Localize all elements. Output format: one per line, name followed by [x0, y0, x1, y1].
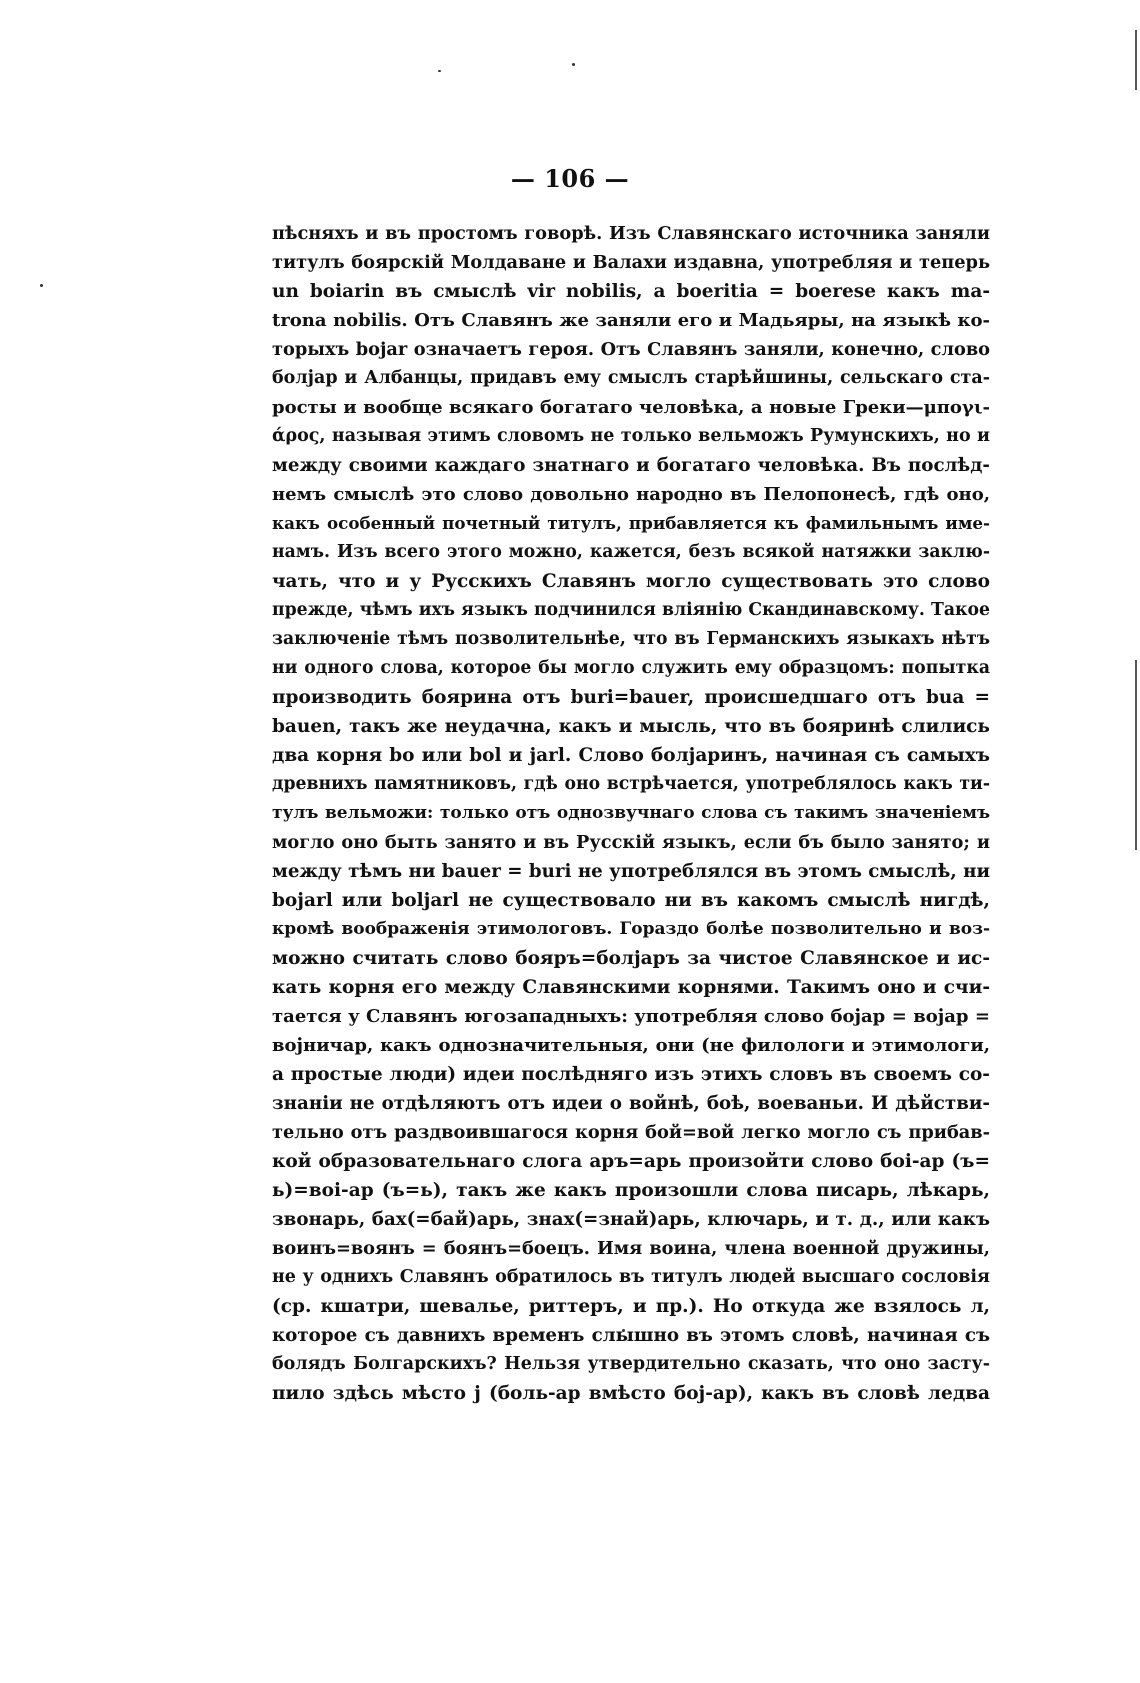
text-line: знаніи не отдѣляютъ отъ идеи о войнѣ, боѣ, воеваньи. И дѣйстви-	[272, 1093, 990, 1114]
text-line: могло оно быть занято и въ Русскій языкъ, если бъ было занято; и	[272, 832, 990, 853]
text-line: bauen, такъ же неудачна, какъ и мысль, что въ бояринѣ слились	[272, 716, 990, 737]
text-line: ь)=вoi-ар (ъ=ь), такъ же какъ произошли слова писарь, лѣкарь,	[272, 1180, 990, 1201]
text-line: bojarl или boljarl не существовало ни въ какомъ смыслѣ нигдѣ,	[272, 890, 990, 911]
text-line: немъ смыслѣ это слово довольно народно въ Пелопонесѣ, гдѣ оно,	[272, 484, 990, 505]
text-line: кой образовательнаго слога аръ=арь произойти слово бoi-ар (ъ=	[272, 1151, 990, 1172]
text-line: можно считать слово бояръ=болјаръ за чистое Славянское и ис-	[272, 948, 990, 969]
text-line: звонарь, бах(=бай)арь, знах(=знай)арь, ключарь, и т. д., или какъ	[272, 1209, 990, 1230]
text-line: воинъ=воянъ = боянъ=боецъ. Имя воина, члена военной дружины,	[272, 1238, 990, 1259]
text-line: војничар, какъ однозначительныя, они (не филологи и этимологи,	[272, 1035, 990, 1056]
text-line: намъ. Изъ всего этого можно, кажется, безъ всякой натяжки заклю-	[272, 542, 990, 562]
text-line: а простые люди) идеи послѣдняго изъ этихъ словъ въ своемъ со-	[272, 1064, 990, 1085]
page-number: — 106 —	[510, 164, 630, 193]
scan-speck	[572, 63, 575, 66]
text-line: trona nobilis. Отъ Славянъ же заняли его и Мадьяры, на языкѣ ко-	[272, 310, 990, 331]
text-line: между своими каждаго знатнаго и богатаго человѣка. Въ послѣд-	[272, 455, 990, 476]
text-line: древнихъ памятниковъ, гдѣ оно встрѣчается, употреблялось какъ ти-	[272, 774, 990, 794]
text-line: пѣсняхъ и въ простомъ говорѣ. Изъ Славянскаго источника заняли	[272, 223, 990, 244]
scan-speck	[40, 284, 43, 287]
scan-speck	[438, 70, 441, 72]
text-line: ни одного слова, которое бы могло служить ему образцомъ: попытка	[272, 658, 990, 678]
text-line: тельно отъ раздвоившагося корня бой=вой легко могло съ прибав-	[272, 1122, 990, 1143]
text-line: άρος, называя этимъ словомъ не только вельможъ Румунскихъ, но и	[272, 426, 990, 446]
text-line: болядъ Болгарскихъ? Нельзя утвердительно сказать, что оно засту-	[272, 1354, 990, 1374]
text-line: между тѣмъ ни bauer = buri не употреблялся въ этомъ смыслѣ, ни	[272, 861, 990, 882]
text-line: un boiarin въ смыслѣ vir nobilis, a boeritia = boerese какъ ma-	[272, 281, 990, 302]
text-line: кать корня его между Славянскими корнями. Такимъ оно и счи-	[272, 977, 990, 998]
text-line: заключеніе тѣмъ позволительнѣе, что въ Германскихъ языкахъ нѣтъ	[272, 629, 990, 649]
text-line: какъ особенный почетный титулъ, прибавляется къ фамильнымъ име-	[272, 513, 990, 533]
body-text	[272, 219, 990, 1408]
text-line: росты и вообще всякаго богатаго человѣка, а новые Греки—μπογι-	[272, 397, 990, 418]
text-line: кромѣ воображенія этимологовъ. Гораздо болѣе позволительно и воз-	[272, 919, 990, 939]
scan-margin-mark	[1135, 660, 1137, 850]
text-line: которое съ давнихъ временъ слышно въ этомъ словѣ, начиная съ	[272, 1325, 990, 1346]
text-line: производить боярина отъ buri=bauer, происшедшаго отъ bua =	[272, 687, 990, 708]
text-line: два корня bo или bol и jarl. Слово болјаринъ, начиная съ самыхъ	[272, 745, 990, 766]
scan-margin-mark	[1135, 30, 1137, 90]
text-line: прежде, чѣмъ ихъ языкъ подчинился вліянію Скандинавскому. Такое	[272, 600, 990, 620]
text-line: (ср. кшатри, шевалье, риттеръ, и пр.). Но откуда же взялось л,	[272, 1296, 990, 1317]
text-line: тается у Славянъ югозападныхъ: употребляя слово бојар = војар =	[272, 1006, 990, 1027]
text-line: пило здѣсь мѣсто j (боль-ар вмѣсто бoj-ар), какъ въ словѣ ледва	[272, 1383, 990, 1404]
text-line: титулъ боярскій Молдаване и Валахи издавна, употребляя и теперь	[272, 252, 990, 273]
text-line: торыхъ bojar означаетъ героя. Отъ Славянъ заняли, конечно, слово	[272, 339, 990, 360]
text-line: тулъ вельможи: только отъ однозвучнаго слова съ такимъ значеніемъ	[272, 803, 990, 823]
text-line: болјар и Албанцы, придавъ ему смыслъ старѣйшины, сельскаго ста-	[272, 368, 990, 388]
text-line: чать, что и у Русскихъ Славянъ могло существовать это слово	[272, 571, 990, 592]
text-line: не у однихъ Славянъ обратилось въ титулъ людей высшаго сословія	[272, 1267, 990, 1287]
